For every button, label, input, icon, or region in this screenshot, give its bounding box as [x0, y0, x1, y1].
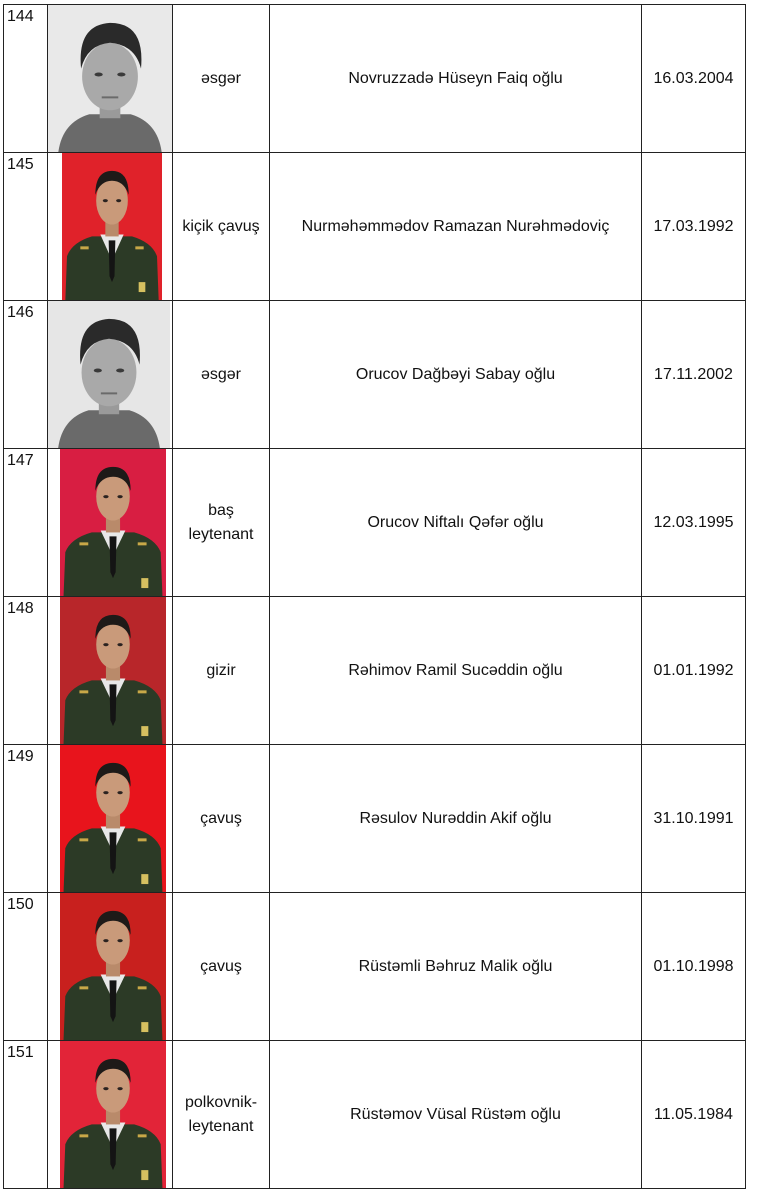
photo-cell: [48, 301, 173, 449]
soldier-portrait-photo: [60, 449, 166, 596]
row-number: 144: [4, 5, 48, 153]
full-name: Rüstəmli Bəhruz Malik oğlu: [270, 893, 642, 1041]
rank-text: əsgər: [200, 69, 242, 87]
photo-cell: [48, 745, 173, 893]
soldier-portrait-photo: [62, 153, 162, 300]
rank-text: gizir: [206, 661, 236, 679]
birth-date: 12.03.1995: [642, 449, 746, 597]
rank-text: kiçik çavuş: [182, 217, 260, 235]
soldier-portrait-photo: [60, 1041, 166, 1188]
rank-text: leytenant: [188, 1117, 254, 1135]
full-name: Nurməhəmmədov Ramazan Nurəhmədoviç: [270, 153, 642, 301]
row-number: 146: [4, 301, 48, 449]
rank-cell: [173, 153, 270, 301]
rank-text: çavuş: [200, 957, 242, 975]
table-row: [4, 5, 746, 153]
full-name: Rəsulov Nurəddin Akif oğlu: [270, 745, 642, 893]
full-name: Orucov Niftalı Qəfər oğlu: [270, 449, 642, 597]
birth-date: 16.03.2004: [642, 5, 746, 153]
row-number: 149: [4, 745, 48, 893]
soldier-portrait-photo: [60, 745, 166, 892]
soldier-portrait-photo: [60, 597, 166, 744]
rank-cell: [173, 893, 270, 1041]
row-number: 151: [4, 1041, 48, 1189]
rank-text: əsgər: [200, 365, 242, 383]
rank-cell: [173, 1041, 270, 1189]
soldier-portrait-photo: [48, 301, 170, 448]
photo-cell: [48, 5, 173, 153]
photo-cell: [48, 1041, 173, 1189]
rank-cell: [173, 301, 270, 449]
full-name: Novruzzadə Hüseyn Faiq oğlu: [270, 5, 642, 153]
full-name: Rəhimov Ramil Sucəddin oğlu: [270, 597, 642, 745]
photo-cell: [48, 893, 173, 1041]
soldier-portrait-photo: [48, 5, 172, 152]
birth-date: 31.10.1991: [642, 745, 746, 893]
photo-cell: [48, 153, 173, 301]
row-number: 147: [4, 449, 48, 597]
rank-cell: [173, 745, 270, 893]
birth-date: 01.01.1992: [642, 597, 746, 745]
rank-text: polkovnik-: [184, 1093, 258, 1111]
row-number: 150: [4, 893, 48, 1041]
table-row: [4, 449, 746, 597]
rank-text: leytenant: [188, 525, 254, 543]
row-number: 145: [4, 153, 48, 301]
rank-text: baş: [208, 501, 234, 519]
rank-cell: [173, 5, 270, 153]
photo-cell: [48, 597, 173, 745]
photo-cell: [48, 449, 173, 597]
rank-cell: [173, 449, 270, 597]
soldier-portrait-photo: [60, 893, 166, 1040]
table-row: [4, 1041, 746, 1189]
full-name: Rüstəmov Vüsal Rüstəm oğlu: [270, 1041, 642, 1189]
table-row: [4, 153, 746, 301]
rank-cell: [173, 597, 270, 745]
birth-date: 11.05.1984: [642, 1041, 746, 1189]
table-row: [4, 597, 746, 745]
table-row: [4, 893, 746, 1041]
rank-text: çavuş: [200, 809, 242, 827]
birth-date: 17.11.2002: [642, 301, 746, 449]
row-number: 148: [4, 597, 48, 745]
full-name: Orucov Dağbəyi Sabay oğlu: [270, 301, 642, 449]
fallen-soldiers-table: [3, 4, 746, 1189]
table-body: [4, 5, 746, 1189]
table-row: [4, 301, 746, 449]
table-row: [4, 745, 746, 893]
birth-date: 17.03.1992: [642, 153, 746, 301]
birth-date: 01.10.1998: [642, 893, 746, 1041]
